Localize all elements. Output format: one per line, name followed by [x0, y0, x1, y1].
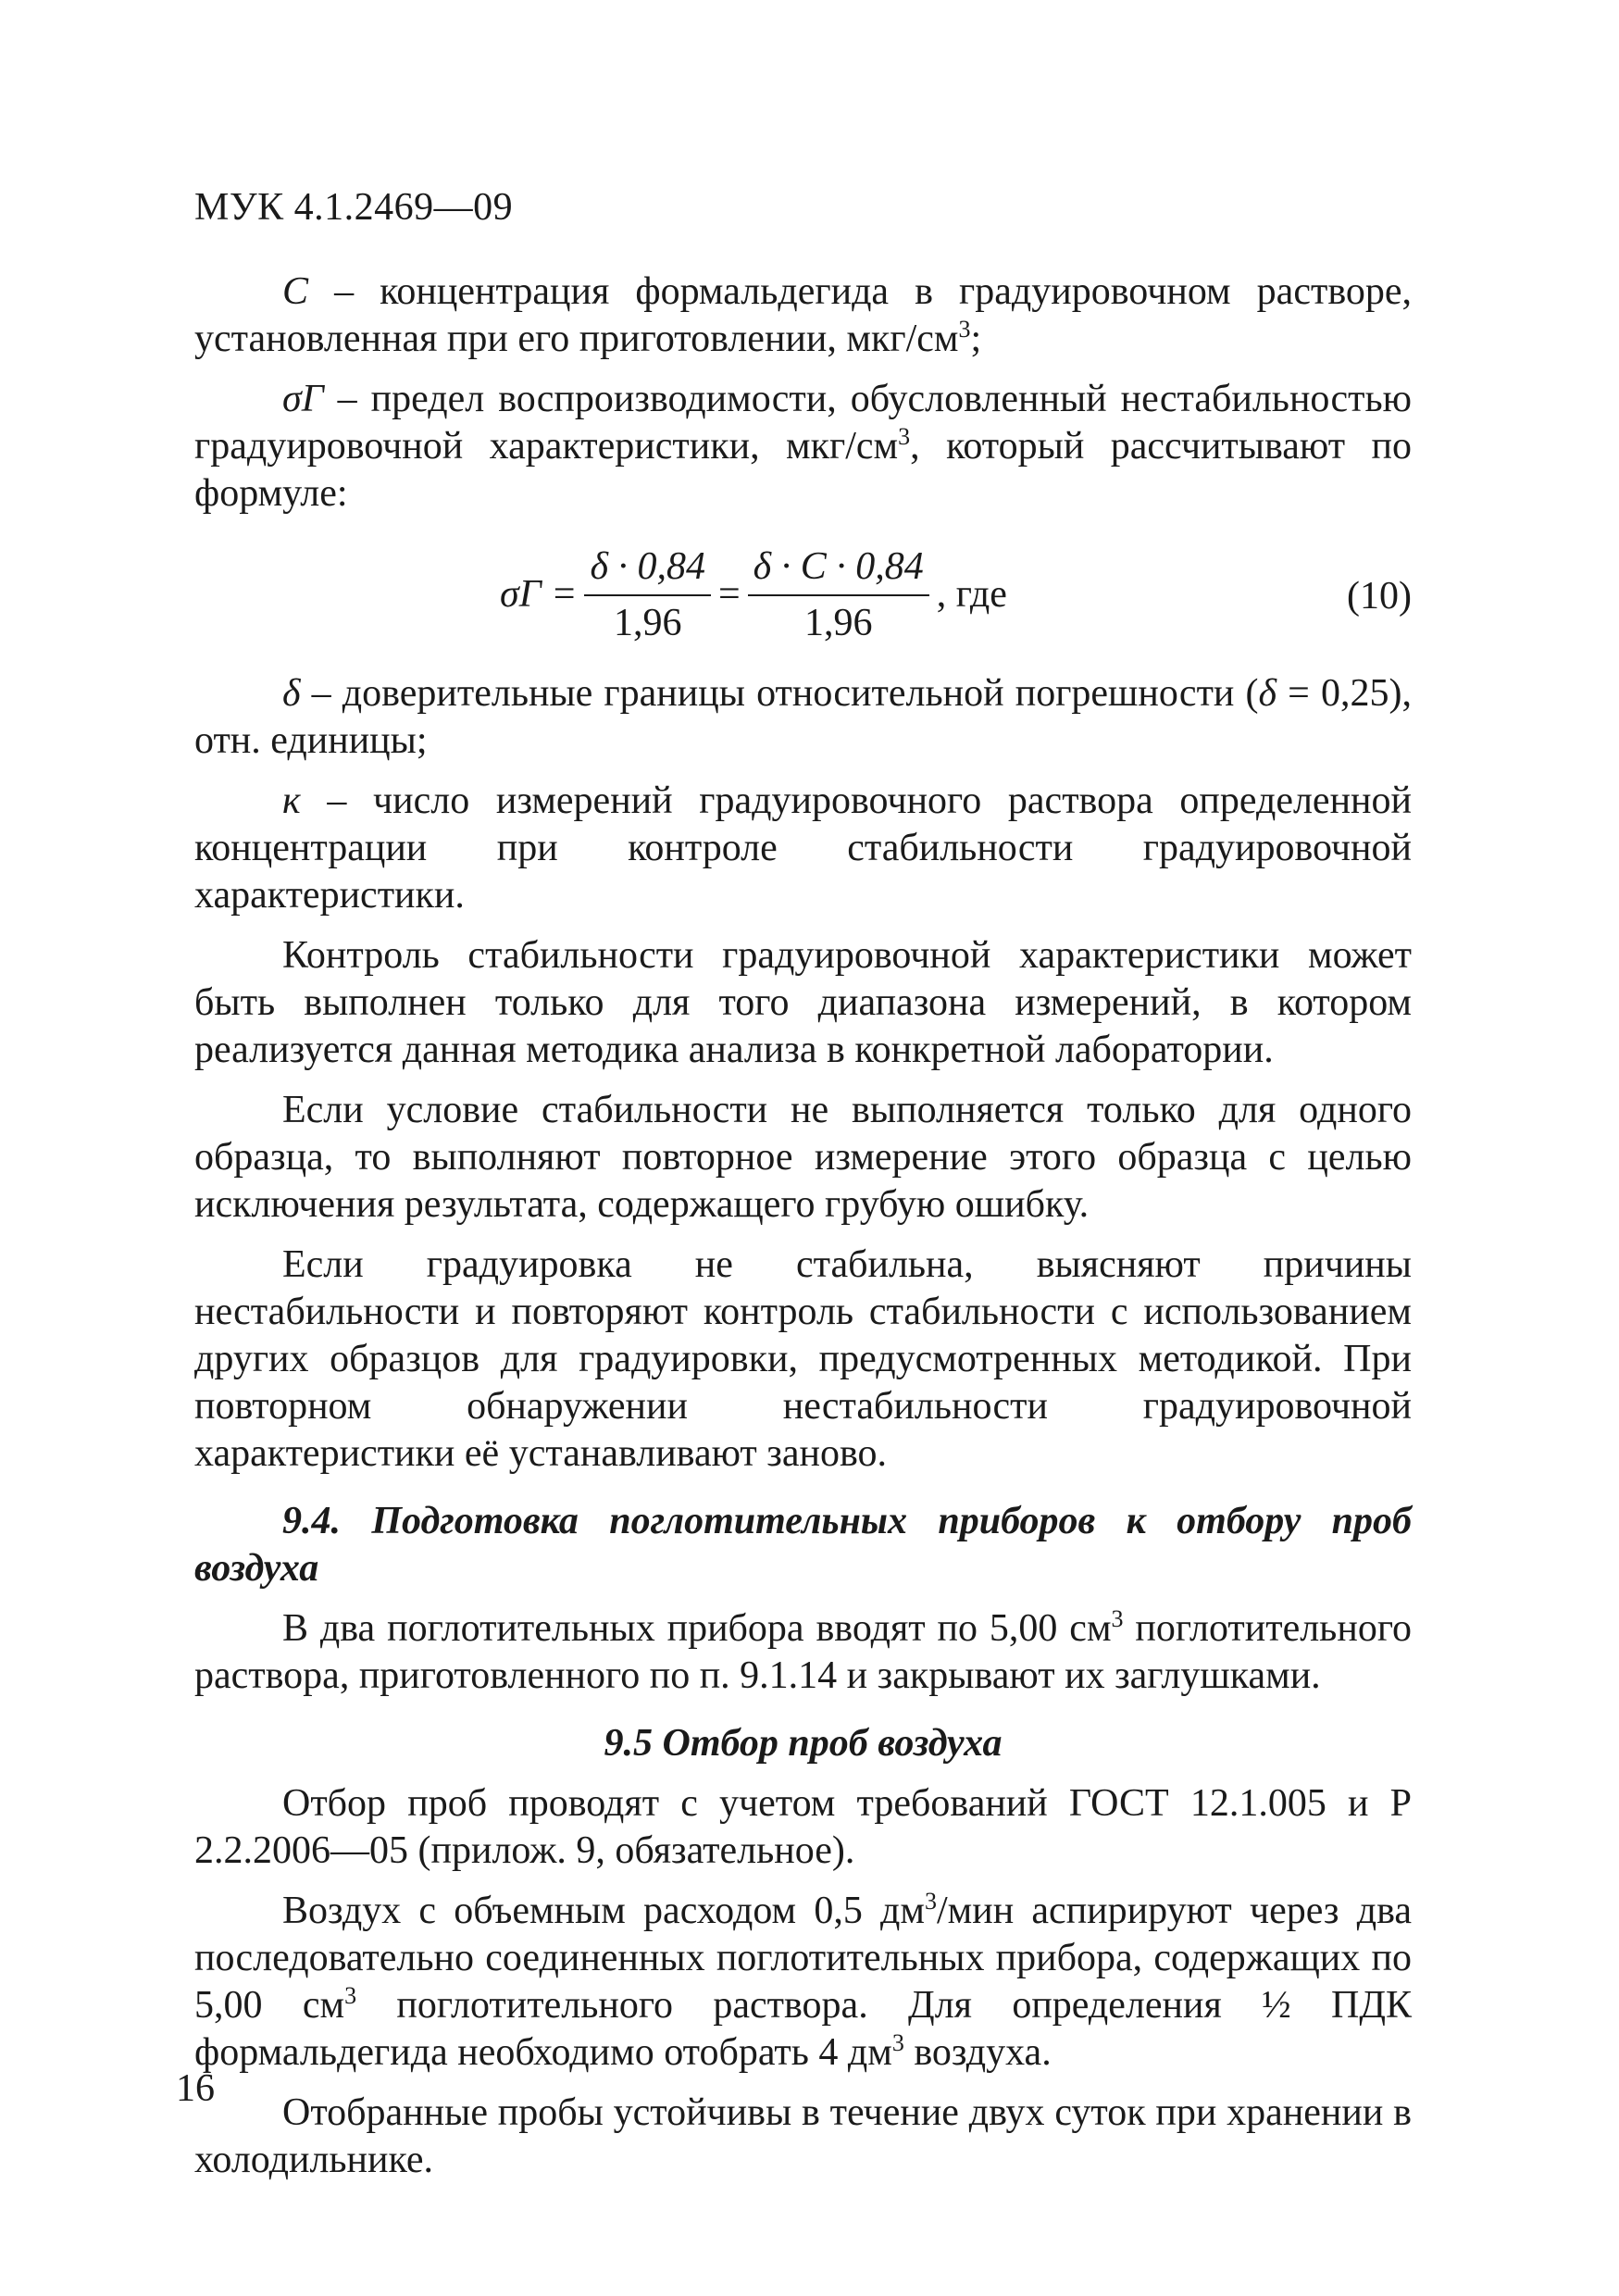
section-9-5-title: 9.5 Отбор проб воздуха	[604, 1722, 1003, 1765]
section-9-4-text-tail: поглотительного раствора, приготовленного по п. 9.1.14 и закрывают их заглушками.	[194, 1607, 1412, 1697]
formula-lhs: σГ =	[500, 573, 578, 616]
superscript: 3	[958, 316, 971, 343]
paragraph-sampling-gost: Отбор проб проводят с учетом требований ГОСТ 12.1.005 и Р 2.2.2006—05 (прилож. 9, обязательное).	[194, 1782, 1412, 1872]
definition-c-tail: ;	[970, 318, 982, 360]
definition-delta	[194, 670, 1412, 765]
definition-sigma-text: – предел воспроизводимости, обусловленный нестабильностью градуировочной характеристики, мкг/см	[194, 378, 1412, 468]
superscript: 3	[925, 1888, 937, 1915]
superscript: 3	[1111, 1605, 1124, 1632]
definition-sigma	[194, 376, 1412, 518]
definition-sigma-tail: , который рассчитывают по формуле:	[194, 425, 1412, 515]
fraction-2	[748, 543, 929, 647]
definition-k-text: – число измерений градуировочного раствора определенной концентрации при контроле стабильности градуировочной характеристики.	[194, 780, 1412, 917]
superscript: 3	[898, 423, 911, 450]
document-body	[194, 268, 1412, 2184]
definition-delta-tail: = 0,25), отн. единицы;	[194, 672, 1412, 762]
definition-c	[194, 268, 1412, 363]
definition-k	[194, 778, 1412, 919]
formula-where: , где	[936, 573, 1007, 616]
formula-equals: =	[717, 573, 741, 616]
equation-number: (10)	[1347, 575, 1412, 618]
symbol-k: к	[282, 780, 301, 822]
section-9-4-text	[194, 1605, 1412, 1700]
paragraph-unstable-calibration: Если градуировка не стабильна, выясняют причины нестабильности и повторяют контроль стабильности с использованием других образцов для градуировки, предусмотренных методикой. При повторном обнаружении нестабильности градуировочной характеристики её устанавливают заново.	[194, 1243, 1412, 1475]
air-flow-part-a: Воздух с объемным расходом 0,5 дм	[282, 1890, 925, 1932]
formula-10	[194, 532, 1412, 657]
fraction-1	[584, 543, 711, 647]
superscript: 3	[891, 2029, 904, 2056]
paragraph-storage: Отобранные пробы устойчивы в течение двух суток при хранении в холодильнике.	[194, 2091, 1412, 2181]
symbol-delta: δ	[282, 672, 301, 715]
section-9-4-text-main: В два поглотительных прибора вводят по 5,00 см	[282, 1607, 1112, 1650]
symbol-delta-inline: δ	[1258, 672, 1277, 715]
fraction-2-denominator: 1,96	[803, 601, 873, 644]
definition-delta-text: – доверительные границы относительной погрешности (	[300, 672, 1259, 715]
fraction-1-numerator: δ · 0,84	[584, 543, 711, 596]
air-flow-part-d: воздуха.	[903, 2031, 1052, 2074]
air-flow-part-b: /мин аспирируют через два последовательно соединенных поглотительных прибора, содержащих по 5,00 см	[194, 1890, 1412, 2027]
symbol-sigma: σГ	[282, 378, 324, 420]
section-9-4-title: 9.4. Подготовка поглотительных приборов к отбору проб воздуха	[194, 1500, 1412, 1590]
paragraph-stability-control: Контроль стабильности градуировочной характеристики может быть выполнен только для того диапазона измерений, в котором реализуется данная методика анализа в конкретной лаборатории.	[194, 934, 1412, 1071]
definition-c-text: – концентрация формальдегида в градуировочном растворе, установленная при его приготовлении, мкг/см	[194, 270, 1412, 360]
fraction-2-numerator: δ · C · 0,84	[748, 543, 929, 596]
superscript: 3	[344, 1982, 357, 2009]
paragraph-air-flow	[194, 1888, 1412, 2077]
paragraph-stability-condition: Если условие стабильности не выполняется только для одного образца, то выполняют повторное измерение этого образца с целью исключения результата, содержащего грубую ошибку.	[194, 1089, 1412, 1226]
air-flow-part-c: поглотительного раствора. Для определения ½ ПДК формальдегида необходимо отобрать 4 дм	[194, 1984, 1412, 2074]
symbol-c: C	[282, 270, 309, 313]
fraction-1-denominator: 1,96	[613, 601, 682, 644]
page-number: 16	[176, 2067, 215, 2110]
document-header: МУК 4.1.2469—09	[194, 186, 514, 229]
